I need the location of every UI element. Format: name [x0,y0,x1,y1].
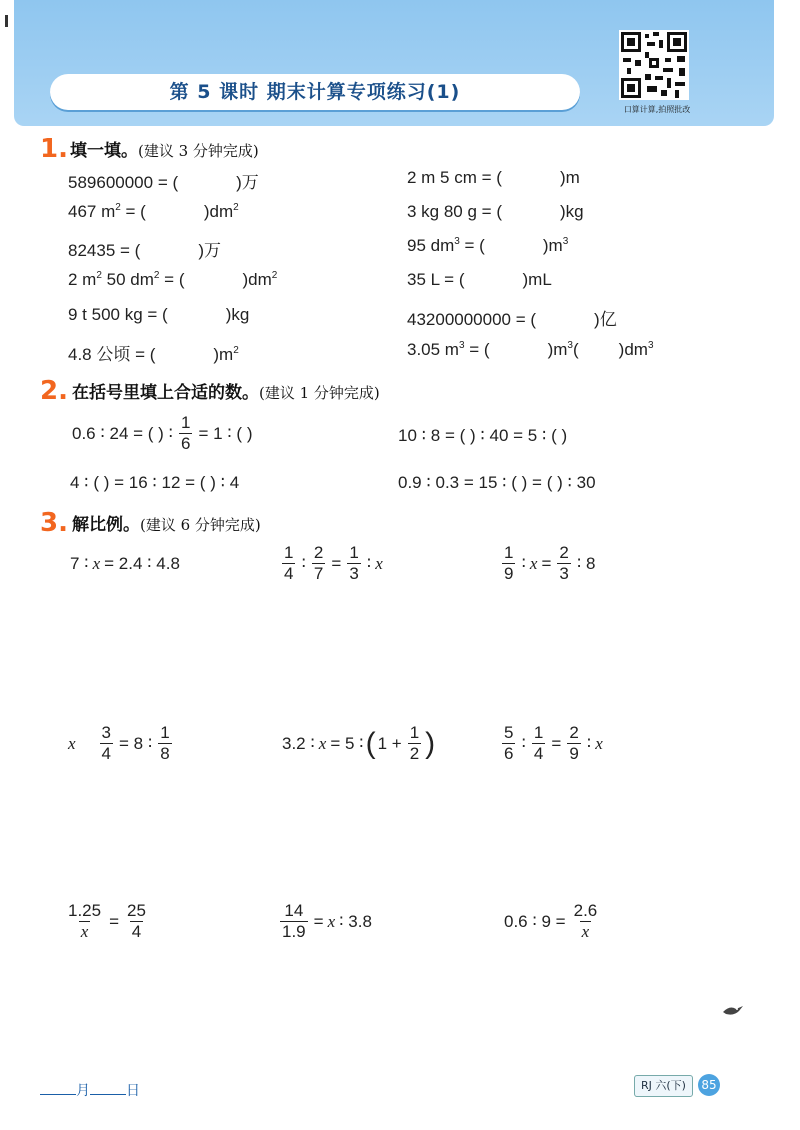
denominator: 4 [101,744,112,763]
ratio-sign: ∶ [366,553,372,573]
exponent: 3 [647,340,654,351]
expression-part: 3.05 m [407,340,459,359]
date-field[interactable] [40,1080,140,1100]
proportion-equation-7 [62,901,152,942]
variable-x: x [327,911,336,931]
exponent: 3 [454,236,460,247]
ratio-sign: ∶ [521,553,526,573]
exponent: 3 [562,236,569,247]
fraction [125,901,148,942]
denominator: 4 [284,564,294,583]
denominator: 6 [180,434,191,453]
denominator: 3 [559,564,569,583]
page-number: 85 [698,1074,720,1096]
fraction [532,723,545,764]
expression-part: )dm [618,340,648,359]
fill-blank-left-6[interactable] [68,340,239,365]
expression-part: 2 m [68,270,97,289]
equation-term: ∶ 3.8 [339,911,372,931]
expression-part: )万 [236,173,259,192]
expression-part: )m [547,340,568,359]
denominator-x: x [581,922,590,941]
expression-part: )mL [522,270,552,289]
fill-blank-left-2[interactable] [68,202,239,222]
expression-part: 467 m [68,202,116,221]
fill-blank-right-3[interactable] [407,236,568,256]
proportion-equation-8 [276,901,374,942]
section-2-title [72,378,380,403]
fraction [347,543,360,584]
section-3-title-text: 解比例。 [72,515,140,535]
numerator: 2.6 [573,901,598,920]
variable-x: x [318,733,327,753]
proportion-equation-3 [498,543,597,584]
expression-part: 35 L = ( [407,270,465,289]
fraction [567,723,580,764]
fraction [502,723,515,764]
day-label: 日 [126,1083,140,1099]
expression-part: )万 [198,241,221,260]
equals-sign: = [551,733,562,753]
section-3-number: 3. [40,508,68,538]
equation-term: 7 ∶ [70,554,89,573]
numerator: 25 [127,901,146,920]
denominator: 4 [131,922,142,941]
section-1-title-text: 填一填。 [70,141,138,161]
expression-part: ( [572,340,579,359]
section-1-number: 1. [40,134,68,164]
proportion-equation-1 [68,554,182,574]
denominator: 2 [409,744,420,763]
variable-x: x [595,733,603,753]
expression-part: )亿 [594,310,617,329]
month-label: 月 [76,1083,90,1099]
numerator: 1 [533,723,544,742]
expression-part: = ( [120,202,146,221]
denominator-x: x [80,922,89,941]
section-1-title [70,136,259,161]
expression-part: 4.8 公顷 = ( [68,345,156,364]
expression-part: )kg [559,202,584,221]
exponent: 2 [96,270,102,281]
numerator: 1 [409,723,420,742]
variable-x: x [375,553,383,573]
expression-part: )dm [242,270,272,289]
section-2-number: 2. [40,376,68,406]
equation-term: = 5 ∶ [330,733,364,753]
fraction [572,901,600,942]
fill-blank-right-1[interactable] [407,168,580,188]
expression-part: = ( [159,270,185,289]
expression-part: 50 dm [101,270,154,289]
fill-blank-left-4[interactable] [68,270,277,290]
fill-blank-right-5[interactable] [407,305,617,330]
proportion-equation-5 [280,723,435,764]
ratio-sign: ∶ [521,733,526,753]
numerator: 14 [284,901,304,920]
fraction [280,901,308,942]
equation-term: 1 + [377,733,402,753]
denominator: 1.9 [282,922,306,941]
fraction [312,543,325,584]
expression-part: = ( [464,340,490,359]
section-2-hint: (建议 1 分钟完成) [259,384,380,402]
expression-part: )m [542,236,563,255]
equation-term: = 2.4 ∶ 4.8 [104,554,180,573]
expression-part: 2 m 5 cm = ( [407,168,502,187]
numerator: 1.25 [68,901,102,920]
edition-badge: RJ 六(下) [634,1075,693,1097]
equals-sign: = [541,553,552,573]
section-2-row-2-right[interactable]: 0.9 ∶ 0.3 = 15 ∶ ( ) = ( ) ∶ 30 [398,473,596,492]
fill-blank-left-5[interactable] [68,305,249,325]
expression-part: 3 kg 80 g = ( [407,202,502,221]
variable-x: x [68,733,76,753]
equation-term: 0.6 ∶ 9 = [504,911,566,931]
right-paren: ) [425,726,436,760]
fraction [100,723,113,764]
fill-blank-expression[interactable]: = 1 ∶ ( ) [198,423,253,443]
equation-term: ∶ 8 [576,553,596,573]
exponent: 2 [271,270,278,281]
exponent: 2 [115,202,121,213]
fill-blank-right-6[interactable] [407,340,654,360]
expression-part: 43200000000 = ( [407,310,537,329]
numerator: 1 [160,723,170,742]
equation-term: 3.2 ∶ [282,733,315,753]
variable-x: x [529,553,538,573]
numerator: 1 [180,413,191,432]
page-title: 第 5 课时 期末计算专项练习(1) [50,74,580,110]
expression-part: 9 t 500 kg = ( [68,305,168,324]
page-edge-mark [5,15,8,27]
section-3-hint: (建议 6 分钟完成) [140,516,261,534]
expression-part: = ( [459,236,485,255]
qr-code-icon[interactable] [619,30,689,100]
denominator: 3 [349,564,359,583]
numerator: 2 [559,543,569,562]
exponent: 3 [458,340,465,351]
equals-sign: = [109,911,120,931]
denominator: 9 [569,744,579,763]
denominator: 8 [160,744,170,763]
exponent: 2 [153,270,160,281]
equation-term: = 8 ∶ [119,733,153,753]
ratio-sign: ∶ [301,553,306,573]
equals-sign: = [313,911,324,931]
fill-blank-left-3[interactable] [68,236,221,261]
fill-blank-right-4[interactable] [407,270,552,290]
fill-blank-expression[interactable]: 0.6 ∶ 24 = ( ) ∶ [72,423,173,443]
expression-part: )dm [203,202,234,221]
fraction [408,723,421,764]
numerator: 3 [101,723,112,742]
denominator: 6 [504,744,514,763]
left-paren: ( [365,726,376,760]
proportion-equation-4 [66,723,176,764]
expression-part: )m [559,168,580,187]
proportion-equation-9 [502,901,603,942]
expression-part: 82435 = ( [68,241,141,260]
fill-blank-right-2[interactable] [407,202,584,222]
section-2-row-1-left [70,413,254,454]
fraction [66,901,103,942]
proportion-equation-6 [498,723,605,764]
qr-caption: 口算计算,拍照批改 [623,105,691,114]
expression-part: )kg [225,305,250,324]
expression-part: )m [213,345,234,364]
numerator: 1 [349,543,359,562]
ratio-sign: ∶ [586,733,592,753]
fraction [179,413,192,454]
section-2-row-1-right[interactable]: 10 ∶ 8 = ( ) ∶ 40 = 5 ∶ ( ) [398,426,568,445]
fraction [158,723,171,764]
denominator: 9 [504,564,514,583]
exponent: 2 [233,202,239,213]
bird-icon [722,1003,744,1017]
section-2-row-2-left[interactable]: 4 ∶ ( ) = 16 ∶ 12 = ( ) ∶ 4 [70,473,240,492]
section-3-title [72,510,261,535]
fraction [502,543,515,584]
fill-blank-left-1[interactable] [68,168,259,193]
expression-part: 589600000 = ( [68,173,179,192]
denominator: 7 [313,564,324,583]
exponent: 3 [567,340,573,351]
fraction [557,543,570,584]
numerator: 5 [504,723,514,742]
fraction [282,543,295,584]
numerator: 2 [313,543,324,562]
denominator: 4 [533,744,544,763]
equals-sign: = [331,553,342,573]
section-1-hint: (建议 3 分钟完成) [138,142,259,160]
proportion-equation-2 [278,543,385,584]
exponent: 2 [233,345,239,356]
variable-x: x [92,554,101,573]
section-2-title-text: 在括号里填上合适的数。 [72,383,259,403]
numerator: 2 [569,723,579,742]
numerator: 1 [504,543,514,562]
expression-part: 95 dm [407,236,455,255]
numerator: 1 [284,543,294,562]
